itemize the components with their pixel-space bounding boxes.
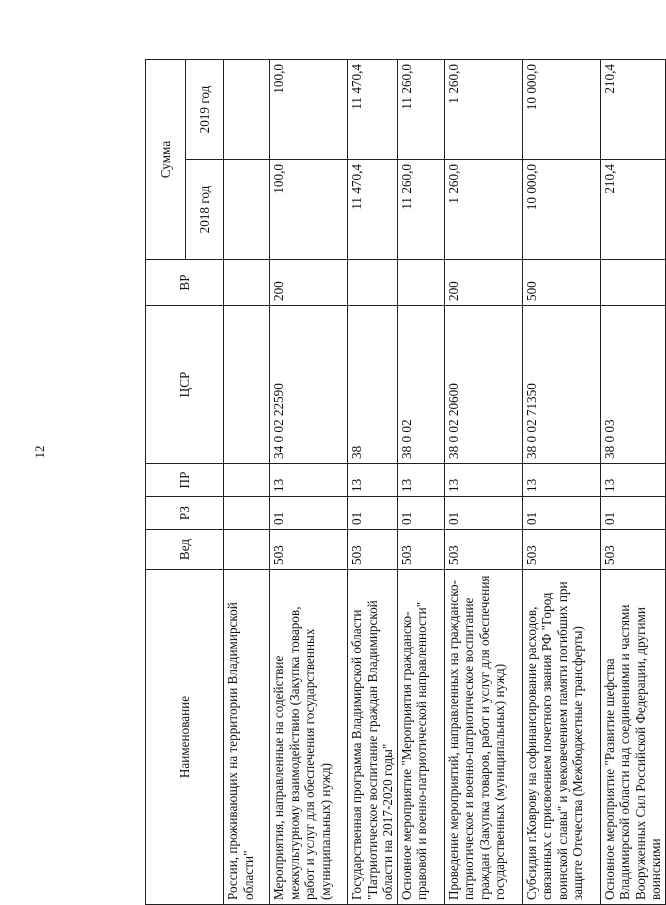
- cell-name: Государственная программа Владимирской области "Патриотическое воспитание граждан Владимирской области на 2017-2020 годы": [348, 570, 398, 905]
- cell-csr: 38 0 02 71350: [522, 306, 600, 464]
- cell-y2019: 1 260,0: [444, 60, 522, 160]
- cell-rz: 01: [444, 497, 522, 530]
- header-2018: 2018 год: [186, 160, 224, 260]
- header-2019: 2019 год: [186, 60, 224, 160]
- cell-csr: 38: [348, 306, 398, 464]
- cell-y2018: 100,0: [270, 160, 348, 260]
- cell-y2018: 1 260,0: [444, 160, 522, 260]
- header-pr: ПР: [146, 464, 224, 497]
- cell-name: Основное мероприятие "Развитие шефства Владимирской области над соединениями и частями Вооруженных Сил Российской Федерации, другими воинскими: [600, 570, 665, 905]
- cell-vr: [224, 260, 270, 306]
- cell-pr: 13: [397, 464, 444, 497]
- cell-y2018: 11 260,0: [397, 160, 444, 260]
- cell-vr: [600, 260, 665, 306]
- cell-y2018: 210,4: [600, 160, 665, 260]
- header-csr: ЦСР: [146, 306, 224, 464]
- table-row: [397, 60, 444, 905]
- cell-vr: [397, 260, 444, 306]
- cell-csr: [224, 306, 270, 464]
- cell-ved: [224, 530, 270, 570]
- cell-y2019: 11 470,4: [348, 60, 398, 160]
- cell-rz: 01: [600, 497, 665, 530]
- table-row: [444, 60, 522, 905]
- cell-ved: 503: [444, 530, 522, 570]
- cell-y2019: [224, 60, 270, 160]
- cell-y2019: 100,0: [270, 60, 348, 160]
- header-ved: Вед: [146, 530, 224, 570]
- cell-pr: [224, 464, 270, 497]
- cell-pr: 13: [600, 464, 665, 497]
- cell-y2019: 10 000,0: [522, 60, 600, 160]
- cell-name: Основное мероприятие "Мероприятия гражданско-правовой и военно-патриотической направленности": [397, 570, 444, 905]
- cell-ved: 503: [522, 530, 600, 570]
- cell-rz: 01: [522, 497, 600, 530]
- cell-ved: 503: [270, 530, 348, 570]
- cell-name: Субсидия г.Коврову на софинансирование расходов, связанных с присвоением почетного звания РФ "Город воинской славы" и увековечением памяти погибших при защите Отечества (Межбюджетные трансферты): [522, 570, 600, 905]
- cell-y2018: 10 000,0: [522, 160, 600, 260]
- cell-rz: 01: [397, 497, 444, 530]
- table-row: [348, 60, 398, 905]
- cell-name: России, проживающих на территории Владимирской области": [224, 570, 270, 905]
- table-row: [600, 60, 665, 905]
- cell-ved: 503: [397, 530, 444, 570]
- cell-pr: 13: [522, 464, 600, 497]
- cell-csr: 34 0 02 22590: [270, 306, 348, 464]
- cell-y2018: [224, 160, 270, 260]
- cell-name: Проведение мероприятий, направленных на гражданско-патриотическое и военно-патриотическое воспитание граждан (Закупка товаров, работ и услуг для обеспечения государственных (муниципальных) нужд): [444, 570, 522, 905]
- header-rz: РЗ: [146, 497, 224, 530]
- cell-pr: 13: [444, 464, 522, 497]
- cell-csr: 38 0 03: [600, 306, 665, 464]
- table-row: [270, 60, 348, 905]
- cell-y2019: 210,4: [600, 60, 665, 160]
- cell-pr: 13: [348, 464, 398, 497]
- cell-rz: 01: [348, 497, 398, 530]
- table-row: [224, 60, 270, 905]
- cell-vr: 500: [522, 260, 600, 306]
- budget-table: [145, 59, 666, 905]
- header-name: Наименование: [146, 570, 224, 905]
- cell-vr: 200: [270, 260, 348, 306]
- cell-ved: 503: [348, 530, 398, 570]
- cell-vr: 200: [444, 260, 522, 306]
- cell-y2019: 11 260,0: [397, 60, 444, 160]
- rotated-table-container: [145, 60, 663, 905]
- cell-csr: 38 0 02 20600: [444, 306, 522, 464]
- cell-y2018: 11 470,4: [348, 160, 398, 260]
- cell-ved: 503: [600, 530, 665, 570]
- page-number: 12: [32, 445, 47, 459]
- header-sum: Сумма: [146, 60, 186, 260]
- table-row: [522, 60, 600, 905]
- cell-pr: 13: [270, 464, 348, 497]
- cell-rz: 01: [270, 497, 348, 530]
- cell-csr: 38 0 02: [397, 306, 444, 464]
- header-vr: ВР: [146, 260, 224, 306]
- cell-vr: [348, 260, 398, 306]
- cell-name: Мероприятия, направленные на содействие межкультурному взаимодействию (Закупка товаров, работ и услуг для обеспечения государственных (муниципальных) нужд): [270, 570, 348, 905]
- cell-rz: [224, 497, 270, 530]
